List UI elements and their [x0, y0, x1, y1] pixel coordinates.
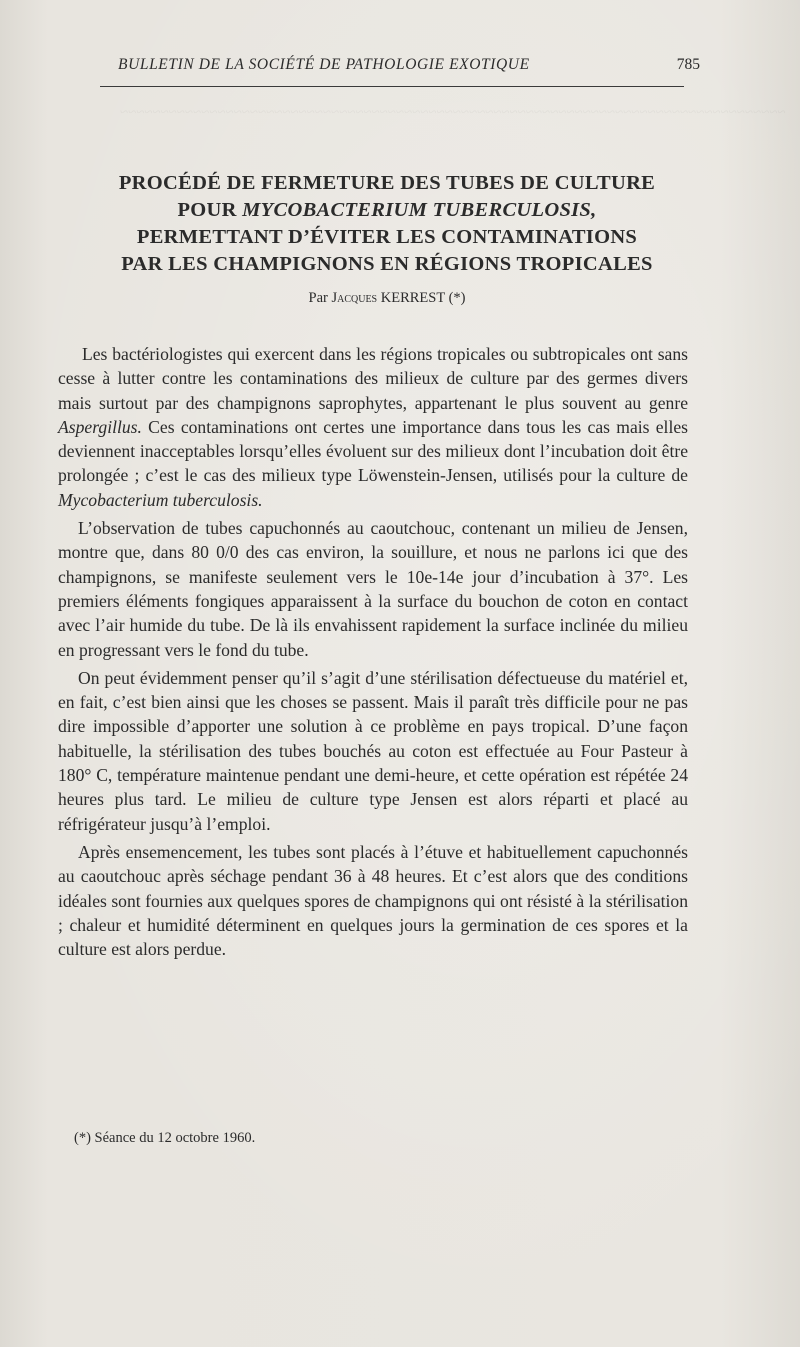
paragraph-1-text-a: Les bactériologistes qui exercent dans les régions tropicales ou subtropicales ont sans cesse à lutter contre les contaminations des milieux de culture par des germes divers mais surtout par des champignons saprophytes, appartenant le plus souvent au genre: [58, 344, 688, 413]
title-line-2-prefix: POUR: [177, 199, 243, 221]
paragraph-3: On peut évidemment penser qu’il s’agit d’une stérilisation défectueuse du matériel et, en fait, c’est bien ainsi que les choses se passent. Mais il paraît très difficile pour ne pas dire impossible d’apporter une solution à ce problème en pays tropical. D’une façon habituelle, la stérilisation des tubes bouchés au coton est effectuée au Four Pasteur à 180° C, température maintenue pendant une demi-heure, et cette opération est répétée 24 heures plus tard. Le milieu de culture type Jensen est alors réparti et placé au réfrigérateur jusqu’à l’emploi.: [58, 667, 688, 834]
article-body: [58, 342, 688, 965]
paragraph-1-italic-genus: Aspergillus.: [58, 416, 142, 437]
footnote: (*) Séance du 12 octobre 1960.: [74, 1130, 256, 1146]
bleed-through-decoration: ~~~~~~~~~~~~~~~~~~~~~~~~~~~~~~~~~~~~~~~~~~~~~~~~~~~~~~~~~~~~~~~~~~~~~~~~~~~~~~~~~~: [120, 105, 786, 121]
paragraph-1: [58, 342, 688, 512]
author-last-name: KERREST: [377, 290, 449, 306]
page-number: 785: [676, 56, 700, 73]
journal-title: BULLETIN DE LA SOCIÉTÉ DE PATHOLOGIE EXOTIQUE: [118, 56, 530, 73]
title-line-1: PROCÉDÉ DE FERMETURE DES TUBES DE CULTURE: [118, 172, 656, 194]
title-line-4: PAR LES CHAMPIGNONS EN RÉGIONS TROPICALES: [121, 253, 653, 275]
byline-prefix: Par: [308, 290, 332, 306]
header-rule: [100, 86, 684, 87]
author-first-name: Jacques: [331, 290, 378, 306]
paragraph-4: Après ensemencement, les tubes sont placés à l’étuve et habituellement capuchonnés au caoutchouc après séchage pendant 36 à 48 heures. Et c’est alors que des conditions idéales sont fournies aux quelques spores de champignons qui ont résisté à la stérilisation ; chaleur et humidité déterminent en quelques jours la germination de ces spores et la culture est alors perdue.: [58, 841, 688, 960]
title-line-2: [30, 197, 744, 224]
paragraph-1-italic-species: Mycobacterium tuberculosis.: [58, 489, 263, 510]
running-header: [118, 56, 700, 78]
title-line-3: PERMETTANT D’ÉVITER LES CONTAMINATIONS: [136, 226, 638, 248]
paragraph-1-text-c: Ces contaminations ont certes une importance dans tous les cas mais elles deviennent inacceptables lorsqu’elles évoluent sur des milieux dont l’incubation doit être prolongée ; c’est le cas des milieux type Löwenstein-Jensen, utilisés pour la culture de: [58, 416, 688, 486]
article-title: [30, 170, 744, 278]
author-byline: [30, 290, 744, 307]
footnote-mark: (*): [448, 290, 466, 306]
paragraph-2: L’observation de tubes capuchonnés au caoutchouc, contenant un milieu de Jensen, montre que, dans 80 0/0 des cas environ, la souillure, et nous ne parlons ici que des champignons, se manifeste seulement vers le 10e-14e jour d’incubation à 37°. Les premiers éléments fongiques apparaissent à la surface du bouchon de coton en contact avec l’air humide du tube. De là ils envahissent rapidement la surface inclinée du milieu en progressant vers le fond du tube.: [58, 518, 688, 660]
title-organism: MYCOBACTERIUM TUBERCULOSIS,: [242, 199, 597, 221]
